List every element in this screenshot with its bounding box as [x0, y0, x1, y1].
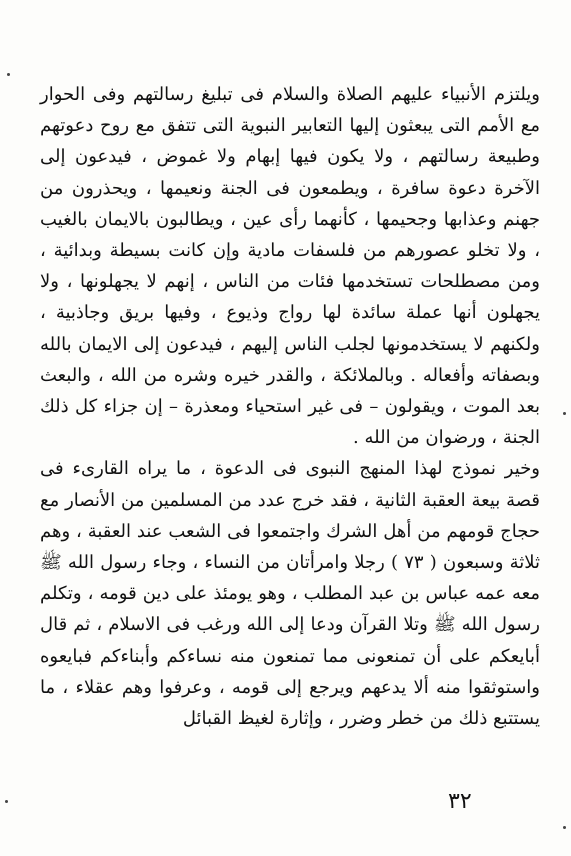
page-number: ٣٢ [448, 789, 472, 814]
paragraph-1: ويلتزم الأنبياء عليهم الصلاة والسلام فى تبليغ رسالتهم وفى الحوار مع الأمم التى يبعثون إليها التعابير النبوية التى تتفق مع روح دعوتهم وطبيعة رسالتهم ، ولا يكون فيها إبهام ولا غموض ، فيدعون إلى الآخرة دعوة سافرة ، ويطمعون فى الجنة ونعيمها ، ويحذرون من جهنم وعذابها وجحيمها ، كأنهما رأى عين ، ويطالبون بالايمان بالغيب ، ولا تخلو عصورهم من فلسفات مادية وإن كانت بسيطة وبدائية ، ومن مصطلحات تستخدمها فئات من الناس ، إنهم لا يجهلونها ، ولا يجهلون أنها عملة سائدة لها رواج وذيوع ، وفيها بريق وجاذبية ، ولكنهم لا يستخدمونها لجلب الناس إليهم ، فيدعون إلى الايمان بالله وبصفاته وأفعاله . وبالملائكة ، والقدر خيره وشره من الله ، والبعث بعد الموت ، ويقولون – فى غير استحياء ومعذرة – إن جزاء كل ذلك الجنة ، ورضوان من الله . [40, 84, 540, 449]
margin-speck-top-left [7, 73, 10, 76]
paragraph-2: وخير نموذج لهذا المنهج النبوى فى الدعوة ، ما يراه القارىء فى قصة بيعة العقبة الثانية ، فقد خرج عدد من المسلمين من الأنصار مع حجاج قومهم من أهل الشرك واجتمعوا فى الشعب عند العقبة ، وهم ثلاثة وسبعون ( ٧٣ ) رجلا وامرأتان من النساء ، وجاء رسول الله ﷺ معه عمه عباس بن عبد المطلب ، وهو يومئذ على دين قومه ، وتكلم رسول الله ﷺ وتلا القرآن ودعا إلى الله ورغب فى الاسلام ، ثم قال أبايعكم على أن تمنعونى مما تمنعون منه نساءكم وأبناءكم فبايعوه واستوثقوا منه ألا يدعهم ويرجع إلى قومه ، وعرفوا وهم عقلاء ، ما يستتبع ذلك من خطر وضرر ، وإثارة لغيظ القبائل [40, 458, 540, 730]
margin-speck-bottom-right [563, 826, 566, 829]
margin-speck-bottom-left [5, 800, 8, 803]
body-text [40, 79, 540, 734]
margin-speck-mid-right [563, 412, 566, 415]
